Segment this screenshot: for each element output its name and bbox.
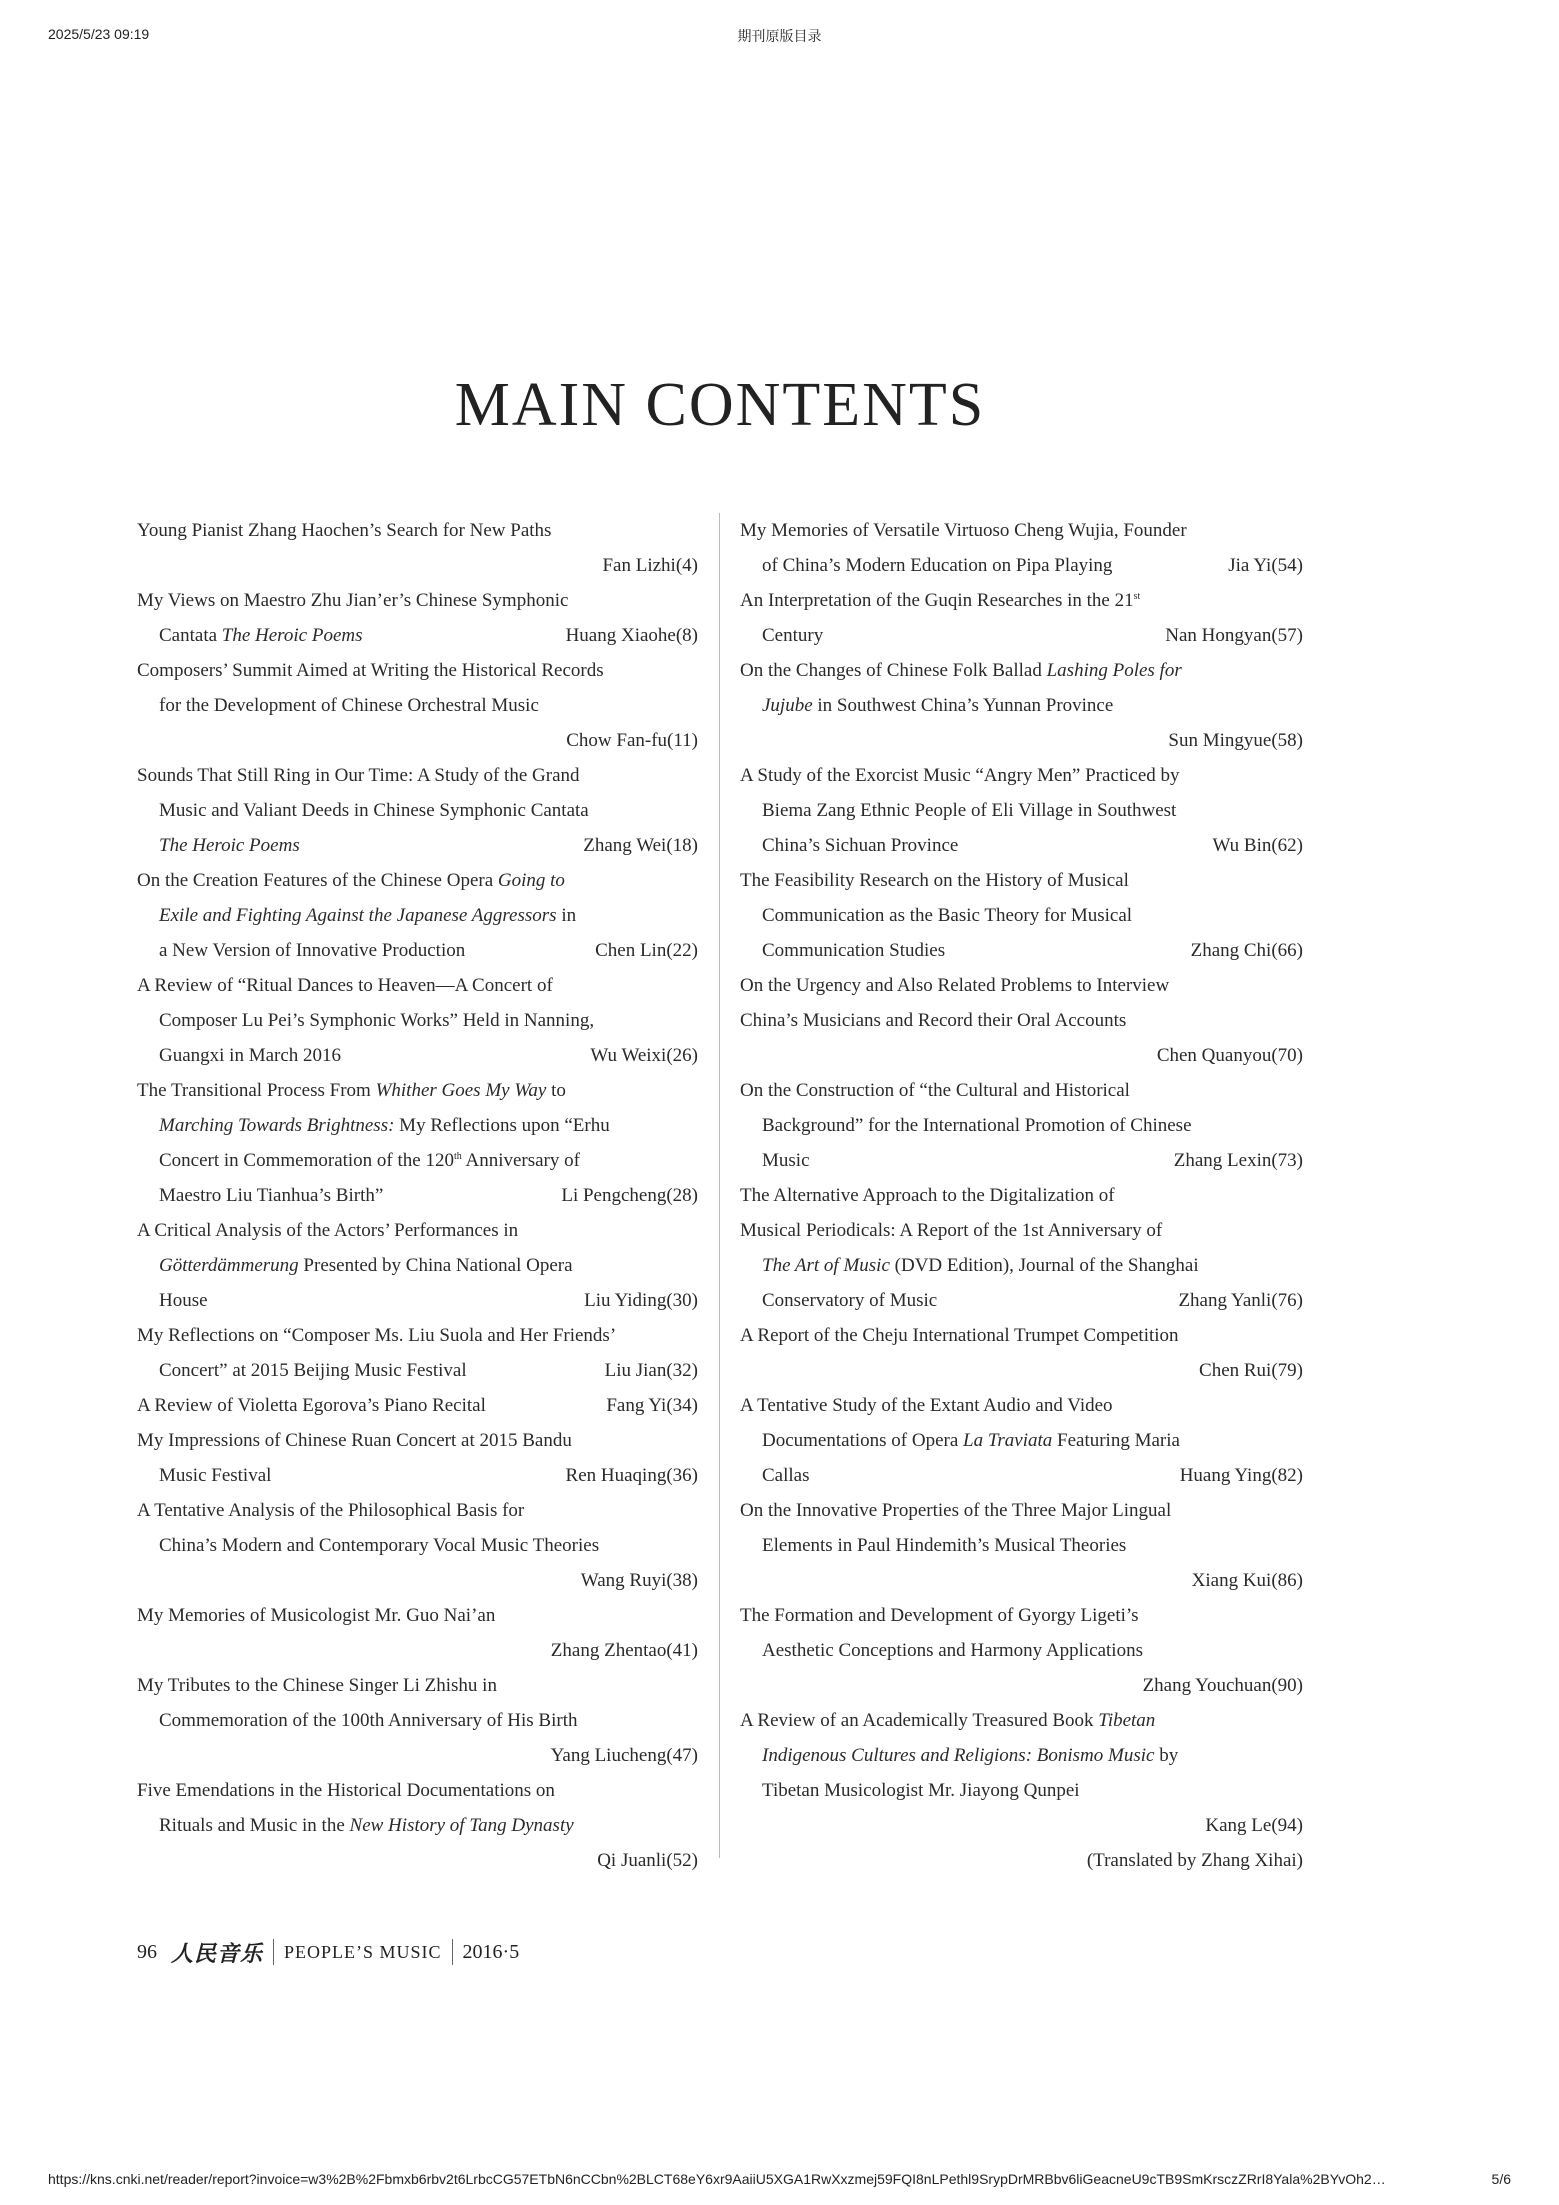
entry-author: Chen Lin(22) [595,940,698,961]
entry-last-line [137,1353,698,1388]
entry-title-text: in [556,905,577,926]
entry-title-line [137,1073,698,1108]
entry-author: Zhang Chi(66) [1190,940,1303,961]
toc-entry [137,1598,698,1668]
entry-last-line [137,828,698,863]
entry-title-line: A Study of the Exorcist Music “Angry Men” Practiced by [740,765,1180,786]
entry-work-title: Tibetan [1098,1710,1156,1731]
entry-work-title: The Heroic Poems [159,835,300,856]
entry-title-line [137,898,698,933]
entry-title-line: for the Development of Chinese Orchestral Music [159,695,539,716]
toc-entry [740,1703,1303,1843]
entry-title-line: The Alternative Approach to the Digitalization of [740,1185,1115,1206]
entry-title-line [740,1738,1303,1773]
entry-author: Liu Yiding(30) [584,1290,698,1311]
toc-entry [740,653,1303,758]
toc-entry [137,583,698,653]
entry-title-text: Rituals and Music in the [159,1815,350,1836]
entry-title-line: Biema Zang Ethnic People of Eli Village in Southwest [762,800,1177,821]
entry-title-text: Communication Studies [762,940,946,961]
print-timestamp: 2025/5/23 09:19 [48,26,150,42]
entry-title-line: Communication as the Basic Theory for Musical [762,905,1133,926]
entry-title-line: My Impressions of Chinese Ruan Concert at 2015 Bandu [137,1430,572,1451]
entry-last-line [740,1458,1303,1493]
entry-title-line: My Views on Maestro Zhu Jian’er’s Chinese Symphonic [137,590,569,611]
toc-entry [137,1388,698,1423]
entry-last-line [137,1038,698,1073]
entry-title-line: A Tentative Analysis of the Philosophical Basis for [137,1500,525,1521]
entry-title-text: to [546,1080,566,1101]
entry-title-line [137,1808,698,1843]
entry-title-line: My Memories of Musicologist Mr. Guo Nai’an [137,1605,496,1626]
entry-title-line [740,653,1303,688]
entry-title-line: China’s Musicians and Record their Oral Accounts [740,1010,1127,1031]
entry-author: Liu Jian(32) [604,1360,698,1381]
entry-title-text: by [1154,1745,1179,1766]
entry-work-title: Lashing Poles for [1046,660,1182,681]
entry-title-text: Music [762,1150,810,1171]
entry-title-line: Music and Valiant Deeds in Chinese Symphonic Cantata [159,800,589,821]
entry-title-line: A Tentative Study of the Extant Audio and Video [740,1395,1113,1416]
entry-last-line [137,618,698,653]
toc-right-column [740,513,1303,1878]
entry-title-line [740,688,1303,723]
entry-title-text: Callas [762,1465,810,1486]
entry-title-text: Concert” at 2015 Beijing Music Festival [159,1360,467,1381]
entry-title-line: A Report of the Cheju International Trumpet Competition [740,1325,1179,1346]
entry-author: Chen Rui(79) [1199,1360,1303,1381]
entry-title-line: My Tributes to the Chinese Singer Li Zhishu in [137,1675,497,1696]
entry-last-line [740,828,1303,863]
toc-entry [137,513,698,583]
toc-entry [740,758,1303,863]
toc-entry [740,863,1303,968]
toc-entry [137,1318,698,1388]
entry-last-line [740,548,1303,583]
entry-work-title: New History of Tang Dynasty [349,1815,574,1836]
entry-title-text: A Review of an Academically Treasured Book [740,1710,1099,1731]
entry-author: Huang Xiaohe(8) [565,625,698,646]
entry-author: Qi Juanli(52) [597,1850,698,1871]
toc-entry [137,758,698,863]
toc-entry [137,1213,698,1318]
toc-entry [137,1773,698,1878]
entry-title-line: The Feasibility Research on the History of Musical [740,870,1129,891]
entry-author: Fang Yi(34) [606,1395,698,1416]
entry-work-title: The Art of Music [762,1255,890,1276]
entry-author: Fan Lizhi(4) [602,555,698,576]
toc-entry [740,1178,1303,1318]
print-page-title: 期刊原版目录 [737,28,822,44]
entry-author: Wang Ruyi(38) [580,1570,698,1591]
entry-author: Xiang Kui(86) [1191,1570,1303,1591]
entry-title-line: Background” for the International Promotion of Chinese [762,1115,1192,1136]
entry-title-line [137,1143,698,1178]
entry-title-line: My Memories of Versatile Virtuoso Cheng Wujia, Founder [740,520,1187,541]
toc-entry [740,1388,1303,1493]
entry-author: Zhang Zhentao(41) [550,1640,698,1661]
entry-work-title: Going to [497,870,565,891]
entry-title-text: Maestro Liu Tianhua’s Birth” [159,1185,384,1206]
entry-title-line [740,1423,1303,1458]
entry-title-line: The Formation and Development of Gyorgy Ligeti’s [740,1605,1139,1626]
entry-title-text: My Reflections upon “Erhu [394,1115,610,1136]
entry-author: Zhang Wei(18) [583,835,698,856]
issue-number: 2016·5 [462,1940,520,1963]
entry-work-title: Whither Goes My Way [375,1080,547,1101]
entry-title-text: An Interpretation of the Guqin Researches in the 21 [740,590,1134,611]
entry-last-line [137,1283,698,1318]
entry-work-title: The Heroic Poems [221,625,363,646]
entry-title-text: The Transitional Process From [137,1080,376,1101]
entry-last-line [137,1458,698,1493]
entry-title-text: On the Changes of Chinese Folk Ballad [740,660,1047,681]
main-contents-title: MAIN CONTENTS [454,371,986,439]
toc-entry [137,863,698,968]
entry-work-title: Götterdämmerung [159,1255,299,1276]
entry-author: Chen Quanyou(70) [1156,1045,1303,1066]
entry-title-text: Cantata [159,625,222,646]
entry-title-line: My Reflections on “Composer Ms. Liu Suola and Her Friends’ [137,1325,617,1346]
entry-title-line: China’s Modern and Contemporary Vocal Music Theories [159,1535,600,1556]
print-page-counter: 5/6 [1491,2171,1511,2187]
entry-last-line [740,618,1303,653]
entry-title-line: Young Pianist Zhang Haochen’s Search for New Paths [137,520,552,541]
entry-title-line [740,583,1303,618]
entry-author: Zhang Youchuan(90) [1142,1675,1303,1696]
toc-entry [740,1493,1303,1598]
journal-name: PEOPLE’S MUSIC [284,1941,442,1962]
toc-entry [740,583,1303,653]
entry-title-line: On the Construction of “the Cultural and Historical [740,1080,1130,1101]
toc-entry [740,968,1303,1073]
entry-author: Ren Huaqing(36) [565,1465,698,1486]
entry-title-text: Featuring Maria [1052,1430,1180,1451]
entry-title-text: Anniversary of [461,1150,580,1171]
entry-work-title: Indigenous Cultures and Religions: Bonismo Music [762,1745,1155,1766]
entry-title-text: Documentations of Opera [762,1430,964,1451]
toc-entry [740,1318,1303,1388]
journal-logo: 人民音乐 [171,1941,264,1967]
entry-title-text: House [159,1290,208,1311]
entry-last-line [740,1283,1303,1318]
translator-credit: (Translated by Zhang Xihai) [1086,1850,1303,1871]
entry-title-text: Century [762,625,824,646]
entry-author: Li Pengcheng(28) [561,1185,698,1206]
entry-title-line: Commemoration of the 100th Anniversary of His Birth [159,1710,578,1731]
entry-title-text: China’s Sichuan Province [762,835,959,856]
entry-title-line: A Critical Analysis of the Actors’ Performances in [137,1220,519,1241]
entry-author: Nan Hongyan(57) [1165,625,1303,646]
entry-title-text: in Southwest China’s Yunnan Province [812,695,1114,716]
entry-author: Chow Fan-fu(11) [566,730,698,751]
entry-author: Yang Liucheng(47) [550,1745,698,1766]
toc-entry [137,1493,698,1598]
entry-last-line [740,1143,1303,1178]
entry-last-line [137,1178,698,1213]
entry-title-line: On the Urgency and Also Related Problems to Interview [740,975,1170,996]
page-footer [137,1935,519,1969]
print-url: https://kns.cnki.net/reader/report?invoice=w3%2B%2Fbmxb6rbv2t6LrbcCG57ETbN6nCCbn%2BLCT68eY6xr9AaiiU5XGA1RwXxzmej59FQI8nLPethl9SrypDrMRBbv6liGeacneU9cTB9SmKrsczZRrI8Yala%2BYvOh2… [48,2171,1386,2187]
entry-author: Sun Mingyue(58) [1168,730,1303,751]
entry-title-text: a New Version of Innovative Production [159,940,466,961]
entry-title-text: Guangxi in March 2016 [159,1045,342,1066]
entry-title-line: Composers’ Summit Aimed at Writing the Historical Records [137,660,604,681]
toc-entry [137,653,698,758]
entry-title-text: A Review of Violetta Egorova’s Piano Recital [137,1395,486,1416]
entry-work-title: Exile and Fighting Against the Japanese Aggressors [159,905,557,926]
entry-author: Zhang Yanli(76) [1178,1290,1303,1311]
footer-divider [273,1939,274,1965]
entry-title-line: Elements in Paul Hindemith’s Musical Theories [762,1535,1127,1556]
entry-title-text: On the Creation Features of the Chinese Opera [137,870,498,891]
entry-author: Zhang Lexin(73) [1173,1150,1303,1171]
toc-left-column [137,513,698,1878]
toc-entry [137,1073,698,1213]
toc-entry [137,1668,698,1773]
entry-author: Wu Weixi(26) [590,1045,698,1066]
entry-work-title: Marching Towards Brightness: [159,1115,395,1136]
entry-title-text: Music Festival [159,1465,272,1486]
entry-title-line: Five Emendations in the Historical Documentations on [137,1780,555,1801]
entry-work-title: La Traviata [963,1430,1053,1451]
footer-divider [452,1939,453,1965]
entry-last-line [137,933,698,968]
entry-title-line: Aesthetic Conceptions and Harmony Applications [762,1640,1143,1661]
toc-entry [137,968,698,1073]
entry-title-line: Composer Lu Pei’s Symphonic Works” Held in Nanning, [159,1010,595,1031]
toc-entry [740,1073,1303,1178]
entry-title-text: Conservatory of Music [762,1290,938,1311]
entry-title-line [137,863,698,898]
toc-entry [137,1423,698,1493]
entry-title-text: (DVD Edition), Journal of the Shanghai [889,1255,1199,1276]
entry-title-line [740,1248,1303,1283]
entry-title-line: A Review of “Ritual Dances to Heaven—A Concert of [137,975,553,996]
entry-title-line: Sounds That Still Ring in Our Time: A Study of the Grand [137,765,580,786]
toc-entry [740,1598,1303,1703]
entry-title-line: Musical Periodicals: A Report of the 1st Anniversary of [740,1220,1163,1241]
ordinal-suffix: st [1133,591,1141,602]
ordinal-suffix: th [453,1151,462,1162]
entry-title-text: Concert in Commemoration of the 120 [159,1150,454,1171]
entry-author: Huang Ying(82) [1179,1465,1303,1486]
entry-title-text: of China’s Modern Education on Pipa Playing [762,555,1113,576]
entry-author: Wu Bin(62) [1212,835,1303,856]
entry-title-line: On the Innovative Properties of the Three Major Lingual [740,1500,1172,1521]
entry-title-line [137,1108,698,1143]
entry-work-title: Jujube [762,695,813,716]
column-divider [719,513,720,1858]
entry-author: Kang Le(94) [1205,1815,1303,1836]
entry-author: Jia Yi(54) [1228,555,1303,576]
page-number: 96 [137,1940,157,1963]
entry-title-line [137,1248,698,1283]
toc-entry [740,513,1303,583]
entry-title-text: Presented by China National Opera [298,1255,573,1276]
entry-title-line: Tibetan Musicologist Mr. Jiayong Qunpei [762,1780,1080,1801]
entry-last-line [137,1388,698,1423]
entry-title-line [740,1703,1303,1738]
entry-last-line [740,933,1303,968]
